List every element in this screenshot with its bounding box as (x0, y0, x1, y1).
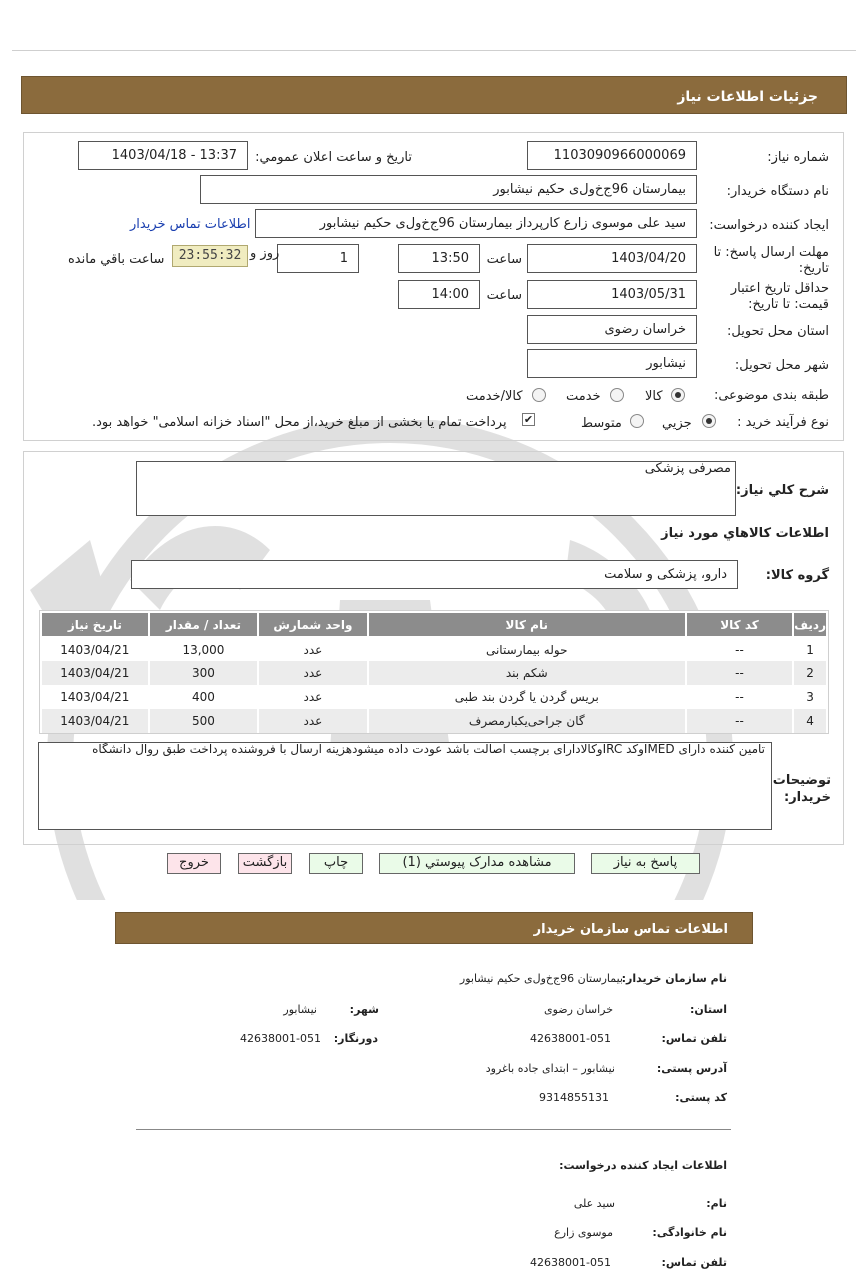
goods-table (40, 611, 828, 733)
col-item-name: نام کالا (368, 612, 686, 637)
cell-row-number: 1 (793, 637, 827, 661)
cell-item-name: شکم بند (368, 661, 686, 685)
table-row (41, 661, 827, 685)
cell-row-number: 3 (793, 685, 827, 709)
creator-title: اطلاعات ایجاد کننده درخواست: (559, 1159, 727, 1172)
category-goods-radio[interactable] (671, 388, 685, 402)
buyer-org-label: نام دستگاه خریدار: (726, 184, 829, 199)
col-item-code: کد کالا (686, 612, 793, 637)
back-button[interactable]: بازگشت (238, 853, 292, 874)
category-both-label: کالا/خدمت (466, 389, 523, 404)
contact-org-value: بیمارستان 96ج‌خ‌ول‌ی حکیم نیشابور (459, 972, 623, 985)
col-quantity: تعداد / مقدار (149, 612, 258, 637)
summary-field: مصرفی پزشکی (136, 461, 736, 516)
creator-family-label: نام خانوادگی: (652, 1226, 727, 1239)
validity-label-1: حداقل تاریخ اعتبار (730, 281, 829, 296)
top-divider (12, 50, 856, 51)
contact-divider (136, 1129, 731, 1130)
process-partial-label: جزیي (662, 416, 692, 431)
cell-unit: عدد (258, 661, 368, 685)
buyer-contact-link[interactable]: اطلاعات تماس خریدار (130, 217, 251, 232)
cell-need-date: 1403/04/21 (41, 661, 149, 685)
contact-fax-label: دورنگار: (333, 1032, 378, 1045)
need-number-label: شماره نیاز: (767, 150, 829, 165)
category-label: طبقه بندی موضوعی: (713, 388, 829, 403)
validity-date-field: 1403/05/31 (527, 280, 697, 309)
goods-table-wrap (39, 610, 829, 734)
attachments-button[interactable]: مشاهده مدارک پیوستي (1) (379, 853, 575, 874)
cell-item-code: -- (686, 661, 793, 685)
category-goods-label: کالا (645, 389, 663, 404)
validity-label-2: قیمت: تا تاریخ: (748, 297, 829, 312)
cell-need-date: 1403/04/21 (41, 709, 149, 733)
contact-province-label: استان: (690, 1003, 727, 1016)
contact-phone-value: 42638001-051 (530, 1032, 611, 1045)
deadline-label-1: مهلت ارسال پاسخ: تا (713, 245, 829, 260)
cell-item-code: -- (686, 637, 793, 661)
details-header-bar (21, 76, 847, 114)
cell-item-name: گان جراحی‌یکبارمصرف (368, 709, 686, 733)
col-unit: واحد شمارش (258, 612, 368, 637)
deadline-time-field: 13:50 (398, 244, 480, 273)
goods-section-title: اطلاعات كالاهاي مورد نياز (661, 526, 829, 541)
need-number-field: 1103090966000069 (527, 141, 697, 170)
contact-postal-label: کد پستی: (675, 1091, 727, 1104)
cell-item-code: -- (686, 685, 793, 709)
cell-quantity: 300 (149, 661, 258, 685)
validity-time-label: ساعت (486, 288, 522, 303)
province-field: خراسان رضوی (527, 315, 697, 344)
announce-label: تاریخ و ساعت اعلان عمومي: (255, 150, 412, 165)
contact-org-label: نام سازمان خریدار: (621, 972, 727, 985)
category-service-radio[interactable] (610, 388, 624, 402)
exit-button[interactable]: خروج (167, 853, 221, 874)
cell-item-code: -- (686, 709, 793, 733)
reply-button[interactable]: پاسخ به نیاز (591, 853, 700, 874)
creator-phone-value: 42638001-051 (530, 1256, 611, 1269)
category-service-label: خدمت (566, 389, 601, 404)
cell-quantity: 13,000 (149, 637, 258, 661)
process-medium-label: متوسط (581, 416, 622, 431)
contact-address-label: آدرس پستی: (656, 1062, 727, 1075)
treasury-checkbox[interactable]: ✔ (523, 413, 534, 426)
col-row-number: رديف (793, 612, 827, 637)
city-label: شهر محل تحویل: (734, 358, 829, 373)
deadline-label-2: تاریخ: (798, 261, 829, 276)
contact-city-label: شهر: (349, 1003, 379, 1016)
treasury-note: پرداخت تمام یا بخشی از مبلغ خرید،از محل "اسناد خزانه اسلامی" خواهد بود. (92, 415, 507, 430)
contact-postal-value: 9314855131 (539, 1091, 609, 1104)
process-partial-radio[interactable] (702, 414, 716, 428)
print-button[interactable]: چاپ (309, 853, 363, 874)
contact-city-value: نیشابور (283, 1003, 317, 1016)
notes-field: تامین کننده دارای IMEDوکد IRCوکالادارای برچسب اصالت باشد عودت داده میشودهزینه ارسال با فروشنده پرداخت طبق روال دانشگاه (38, 742, 772, 830)
province-label: استان محل تحویل: (727, 324, 829, 339)
goods-group-field: دارو، پزشکی و سلامت (131, 560, 738, 589)
remaining-label: ساعت باقي مانده (68, 252, 165, 267)
deadline-date-field: 1403/04/20 (527, 244, 697, 273)
contact-header-bar (115, 912, 753, 944)
cell-unit: عدد (258, 637, 368, 661)
process-medium-radio[interactable] (630, 414, 644, 428)
cell-quantity: 500 (149, 709, 258, 733)
cell-quantity: 400 (149, 685, 258, 709)
cell-need-date: 1403/04/21 (41, 637, 149, 661)
cell-item-name: بریس گردن یا گردن بند طبی (368, 685, 686, 709)
notes-label-1: توضیحات (772, 773, 831, 788)
goods-group-label: گروه کالا: (765, 568, 829, 583)
announce-field: 1403/04/18 - 13:37 (78, 141, 248, 170)
requester-label: ایجاد کننده درخواست: (709, 218, 829, 233)
city-field: نیشابور (527, 349, 697, 378)
table-row (41, 685, 827, 709)
contact-phone-label: تلفن تماس: (661, 1032, 727, 1045)
category-both-radio[interactable] (532, 388, 546, 402)
table-row (41, 709, 827, 733)
creator-name-value: سید علی (573, 1197, 615, 1210)
buyer-org-field: بیمارستان 96ج‌خ‌ول‌ی حکیم نیشابور (200, 175, 697, 204)
requester-field: سید علی موسوی زارع کارپرداز بیمارستان 96ج‌خ‌ول‌ی حکیم نیشابور (255, 209, 697, 238)
validity-time-field: 14:00 (398, 280, 480, 309)
creator-name-label: نام: (706, 1197, 727, 1210)
cell-row-number: 4 (793, 709, 827, 733)
details-header-title: جزئیات اطلاعات نیاز (677, 89, 818, 105)
cell-need-date: 1403/04/21 (41, 685, 149, 709)
countdown-timer: 23:55:32 (172, 245, 248, 267)
contact-address-value: نیشابور – ابتدای جاده باغرود (485, 1062, 615, 1075)
days-label: روز و (250, 246, 280, 261)
cell-unit: عدد (258, 685, 368, 709)
days-field: 1 (277, 244, 359, 273)
table-row (41, 637, 827, 661)
process-label: نوع فرآیند خرید : (737, 415, 829, 430)
creator-family-value: موسوی زارع (554, 1226, 613, 1239)
contact-header-title: اطلاعات تماس سازمان خریدار (533, 922, 728, 937)
col-need-date: تاریخ نیاز (41, 612, 149, 637)
creator-phone-label: تلفن تماس: (661, 1256, 727, 1269)
contact-province-value: خراسان رضوی (543, 1003, 613, 1016)
summary-label: شرح كلي نياز: (735, 483, 829, 498)
cell-item-name: حوله بیمارستانی (368, 637, 686, 661)
cell-unit: عدد (258, 709, 368, 733)
contact-fax-value: 42638001-051 (240, 1032, 321, 1045)
cell-row-number: 2 (793, 661, 827, 685)
notes-label-2: خریدار: (784, 790, 831, 805)
deadline-time-label: ساعت (486, 252, 522, 267)
